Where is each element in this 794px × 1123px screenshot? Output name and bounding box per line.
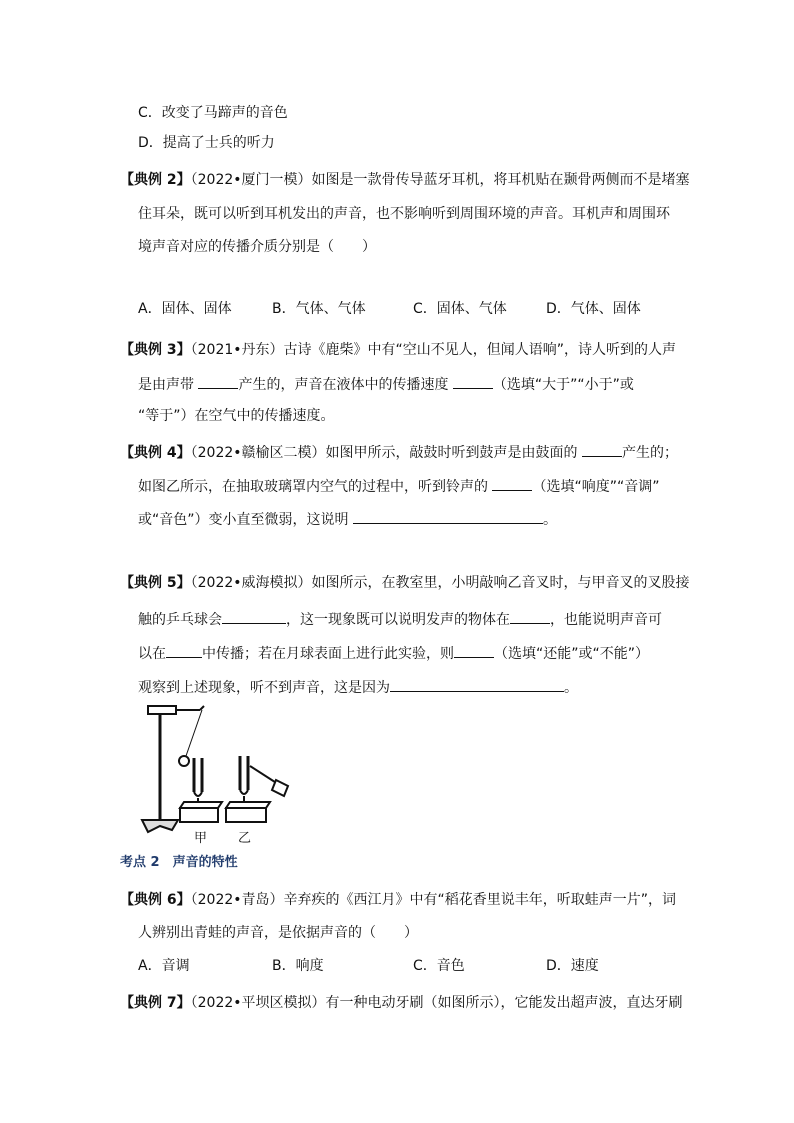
example-2-line-3: 境声音对应的传播介质分别是（ ） — [138, 239, 376, 255]
example-6-line-2: 人辨别出青蛙的声音，是依据声音的（ ） — [138, 925, 418, 941]
example-4-line-2: 如图乙所示，在抽取玻璃罩内空气的过程中，听到铃声的 （选填“响度”“音调” — [138, 476, 659, 497]
example-3-tag: 【典例 3】 — [120, 342, 191, 358]
example-5-line-2: 触的乒乓球会 ，这一现象既可以说明发声的物体在 ，也能说明声音可 — [138, 609, 662, 630]
answer-blank[interactable] — [453, 374, 493, 389]
answer-blank[interactable] — [353, 509, 543, 524]
answer-blank[interactable] — [492, 476, 532, 491]
example-6-option-a: A．音调 — [138, 958, 190, 974]
example-6-option-c: C．音色 — [413, 958, 465, 974]
example-2-line-1: 【典例 2】（2022•厦门一模）如图是一款骨传导蓝牙耳机，将耳机贴在颞骨两侧而不是堵塞 — [120, 172, 690, 188]
example-3-line-3: “等于”）在空气中的传播速度。 — [138, 408, 335, 424]
label-jia: 甲 — [194, 831, 208, 846]
example-5-tag: 【典例 5】 — [120, 575, 191, 591]
example-2-tag: 【典例 2】 — [120, 172, 191, 188]
label-yi: 乙 — [238, 831, 252, 846]
answer-blank[interactable] — [582, 442, 622, 457]
answer-blank[interactable] — [390, 677, 564, 692]
example-7-line-1: 【典例 7】（2022•平坝区模拟）有一种电动牙刷（如图所示），它能发出超声波，直达牙刷 — [120, 995, 683, 1011]
example-6-option-b: B．响度 — [272, 958, 324, 974]
example-2-option-d: D．气体、固体 — [546, 301, 641, 317]
example-4-tag: 【典例 4】 — [120, 445, 191, 461]
example-2-option-a: A．固体、固体 — [138, 301, 232, 317]
option-d: D．提高了士兵的听力 — [138, 135, 275, 151]
answer-blank[interactable] — [166, 643, 202, 658]
example-2-line-2: 住耳朵，既可以听到耳机发出的声音，也不影响听到周围环境的声音。耳机声和周围环 — [138, 206, 670, 222]
answer-blank[interactable] — [510, 609, 550, 624]
example-2-option-b: B．气体、气体 — [272, 301, 366, 317]
example-7-tag: 【典例 7】 — [120, 995, 191, 1011]
example-4-line-3: 或“音色”）变小直至微弱，这说明 。 — [138, 509, 557, 530]
tuning-fork-figure — [138, 700, 298, 850]
answer-blank[interactable] — [222, 609, 286, 624]
example-3-line-2: 是由声带 产生的，声音在液体中的传播速度 （选填“大于”“小于”或 — [138, 374, 634, 395]
tuning-fork-diagram — [138, 700, 298, 850]
example-4-line-1: 【典例 4】（2022•赣榆区二模）如图甲所示，敲鼓时听到鼓声是由鼓面的 产生的； — [120, 442, 678, 463]
example-5-line-4: 观察到上述现象，听不到声音，这是因为 。 — [138, 677, 578, 698]
answer-blank[interactable] — [198, 374, 238, 389]
example-5-line-1: 【典例 5】（2022•威海模拟）如图所示，在教室里，小明敲响乙音叉时，与甲音叉的叉股接 — [120, 575, 690, 591]
example-6-tag: 【典例 6】 — [120, 892, 191, 908]
example-5-line-3: 以在 中传播；若在月球表面上进行此实验，则 （选填“还能”或“不能”） — [138, 643, 649, 664]
option-c: C．改变了马蹄声的音色 — [138, 105, 288, 121]
example-6-line-1: 【典例 6】（2022•青岛）辛弃疾的《西江月》中有“稻花香里说丰年，听取蛙声一片”，词 — [120, 892, 677, 908]
example-6-option-d: D．速度 — [546, 958, 599, 974]
example-2-option-c: C．固体、气体 — [413, 301, 507, 317]
section-title: 考点 2 声音的特性 — [120, 855, 238, 870]
answer-blank[interactable] — [454, 643, 494, 658]
example-3-line-1: 【典例 3】（2021•丹东）古诗《鹿柴》中有“空山不见人，但闻人语响”，诗人听到的人声 — [120, 342, 677, 358]
